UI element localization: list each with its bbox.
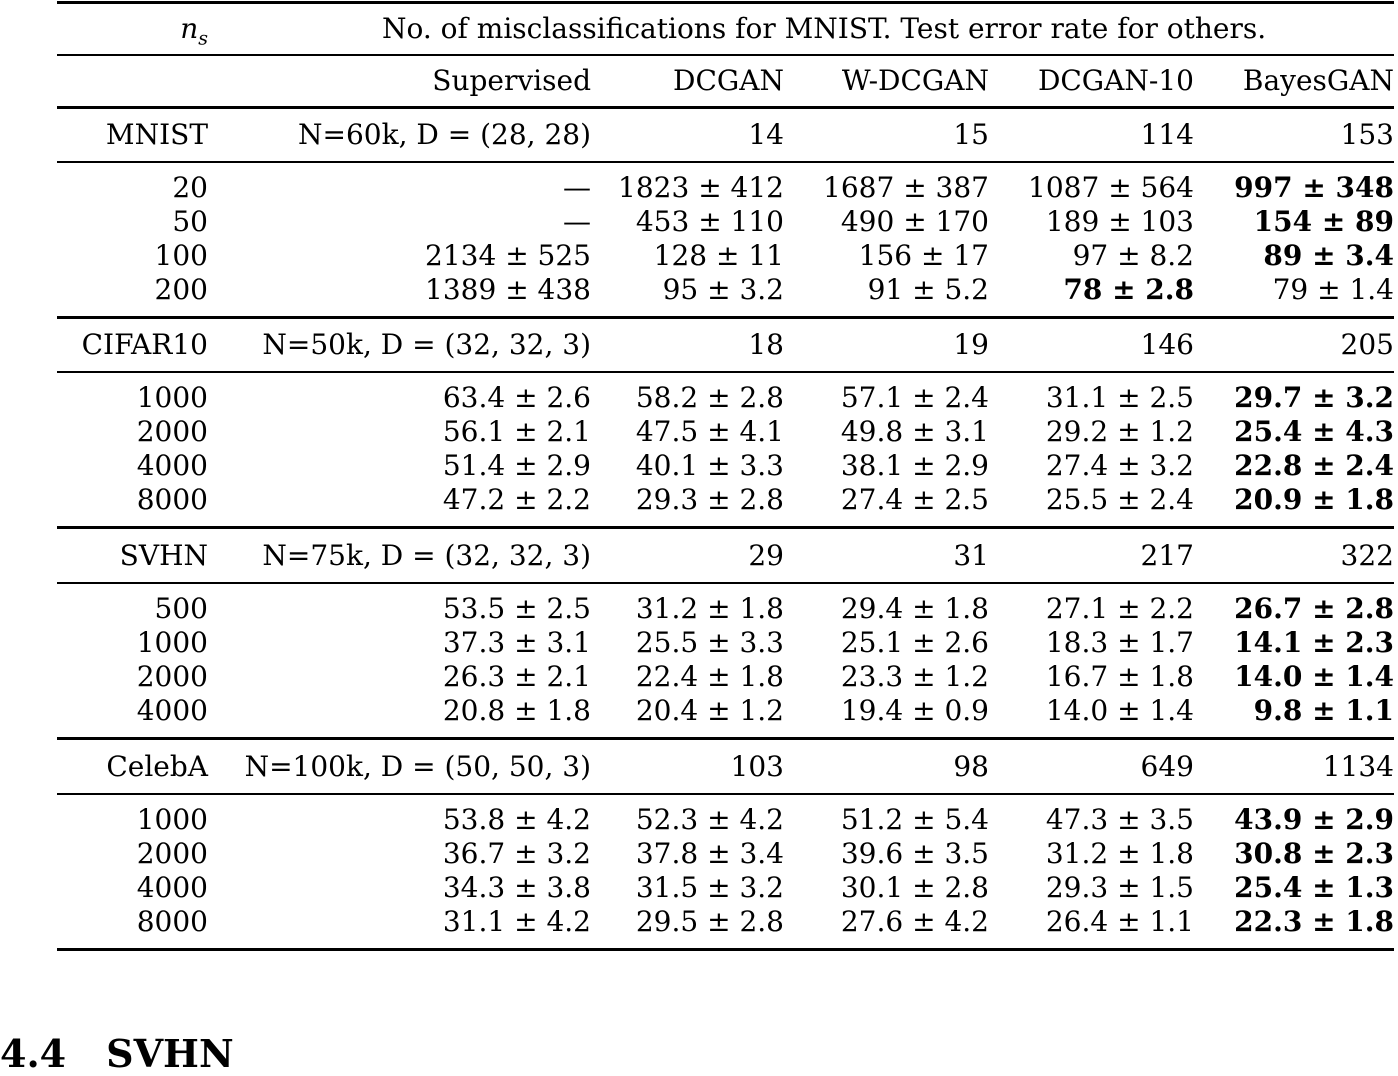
param-count: 103 xyxy=(730,750,784,783)
result-cell: 25.4 ± 1.3 xyxy=(1234,871,1394,904)
param-count: 217 xyxy=(1140,539,1194,572)
ns-value: 1000 xyxy=(136,626,208,659)
result-cell: 490 ± 170 xyxy=(840,205,989,238)
param-count: 114 xyxy=(1140,118,1194,151)
table-rule xyxy=(57,54,1394,56)
result-cell: 1087 ± 564 xyxy=(1028,171,1194,204)
ns-value: 4000 xyxy=(136,871,208,904)
result-cell: 31.1 ± 2.5 xyxy=(1045,381,1194,414)
result-cell: 30.1 ± 2.8 xyxy=(840,871,989,904)
result-cell: 51.4 ± 2.9 xyxy=(442,449,591,482)
result-cell: 23.3 ± 1.2 xyxy=(840,660,989,693)
param-count: 1134 xyxy=(1322,750,1394,783)
result-cell: 1687 ± 387 xyxy=(823,171,989,204)
result-cell: 154 ± 89 xyxy=(1253,205,1394,238)
result-cell: 37.3 ± 3.1 xyxy=(442,626,591,659)
result-cell: 43.9 ± 2.9 xyxy=(1234,803,1394,836)
ns-value: 1000 xyxy=(136,803,208,836)
result-cell: 53.5 ± 2.5 xyxy=(442,592,591,625)
result-cell: — xyxy=(563,171,591,204)
result-cell: 57.1 ± 2.4 xyxy=(840,381,989,414)
ns-value: 4000 xyxy=(136,694,208,727)
table-rule xyxy=(57,371,1394,373)
result-cell: 27.6 ± 4.2 xyxy=(840,905,989,938)
result-cell: 19.4 ± 0.9 xyxy=(840,694,989,727)
result-cell: 29.2 ± 1.2 xyxy=(1045,415,1194,448)
result-cell: 34.3 ± 3.8 xyxy=(442,871,591,904)
param-count: 322 xyxy=(1340,539,1394,572)
table-rule xyxy=(57,737,1394,740)
ns-header: $n_s$ xyxy=(180,12,208,50)
result-cell: 1389 ± 438 xyxy=(425,273,591,306)
table-rule xyxy=(57,582,1394,584)
result-cell: 31.5 ± 3.2 xyxy=(635,871,784,904)
result-cell: 1823 ± 412 xyxy=(618,171,784,204)
param-count: 15 xyxy=(953,118,989,151)
table-caption: No. of misclassifications for MNIST. Test error rate for others. xyxy=(382,12,1267,45)
result-cell: 20.9 ± 1.8 xyxy=(1234,483,1394,516)
result-cell: 63.4 ± 2.6 xyxy=(442,381,591,414)
table-rule xyxy=(57,526,1394,529)
result-cell: 18.3 ± 1.7 xyxy=(1045,626,1194,659)
result-cell: 20.8 ± 1.8 xyxy=(442,694,591,727)
table-rule xyxy=(57,948,1394,951)
result-cell: 25.5 ± 3.3 xyxy=(635,626,784,659)
result-cell: 29.3 ± 2.8 xyxy=(635,483,784,516)
ns-value: 2000 xyxy=(136,660,208,693)
column-header: BayesGAN xyxy=(1242,64,1394,97)
result-cell: 56.1 ± 2.1 xyxy=(442,415,591,448)
param-count: 205 xyxy=(1340,328,1394,361)
result-cell: 27.4 ± 2.5 xyxy=(840,483,989,516)
result-cell: 22.8 ± 2.4 xyxy=(1234,449,1394,482)
result-cell: 78 ± 2.8 xyxy=(1063,273,1194,306)
result-cell: 26.7 ± 2.8 xyxy=(1234,592,1394,625)
param-count: 98 xyxy=(953,750,989,783)
dataset-spec: N=60k, D = (28, 28) xyxy=(298,118,591,151)
param-count: 18 xyxy=(748,328,784,361)
result-cell: 25.4 ± 4.3 xyxy=(1234,415,1394,448)
result-cell: 14.0 ± 1.4 xyxy=(1234,660,1394,693)
result-cell: 40.1 ± 3.3 xyxy=(635,449,784,482)
ns-value: 8000 xyxy=(136,905,208,938)
ns-value: 1000 xyxy=(136,381,208,414)
param-count: 649 xyxy=(1140,750,1194,783)
result-cell: 30.8 ± 2.3 xyxy=(1234,837,1394,870)
result-cell: 26.3 ± 2.1 xyxy=(442,660,591,693)
result-cell: 453 ± 110 xyxy=(635,205,784,238)
column-header: Supervised xyxy=(432,64,591,97)
dataset-name: CIFAR10 xyxy=(81,328,208,361)
result-cell: 128 ± 11 xyxy=(653,239,784,272)
result-cell: 49.8 ± 3.1 xyxy=(840,415,989,448)
table-rule xyxy=(57,1,1394,4)
result-cell: 22.4 ± 1.8 xyxy=(635,660,784,693)
table-rule xyxy=(57,106,1394,109)
result-cell: 91 ± 5.2 xyxy=(867,273,989,306)
result-cell: 9.8 ± 1.1 xyxy=(1253,694,1394,727)
result-cell: 79 ± 1.4 xyxy=(1272,273,1394,306)
ns-value: 20 xyxy=(172,171,208,204)
result-cell: 51.2 ± 5.4 xyxy=(840,803,989,836)
result-cell: 29.7 ± 3.2 xyxy=(1234,381,1394,414)
param-count: 14 xyxy=(748,118,784,151)
result-cell: 20.4 ± 1.2 xyxy=(635,694,784,727)
result-cell: 25.1 ± 2.6 xyxy=(840,626,989,659)
param-count: 146 xyxy=(1140,328,1194,361)
result-cell: 47.2 ± 2.2 xyxy=(442,483,591,516)
result-cell: 31.1 ± 4.2 xyxy=(442,905,591,938)
dataset-spec: N=100k, D = (50, 50, 3) xyxy=(244,750,591,783)
result-cell: 27.4 ± 3.2 xyxy=(1045,449,1194,482)
result-cell: 53.8 ± 4.2 xyxy=(442,803,591,836)
ns-value: 200 xyxy=(154,273,208,306)
result-cell: 89 ± 3.4 xyxy=(1263,239,1394,272)
result-cell: 31.2 ± 1.8 xyxy=(635,592,784,625)
result-cell: 36.7 ± 3.2 xyxy=(442,837,591,870)
dataset-spec: N=75k, D = (32, 32, 3) xyxy=(262,539,591,572)
column-header: DCGAN-10 xyxy=(1037,64,1194,97)
section-title: SVHN xyxy=(106,1031,234,1076)
result-cell: 14.0 ± 1.4 xyxy=(1045,694,1194,727)
ns-value: 8000 xyxy=(136,483,208,516)
result-cell: 47.3 ± 3.5 xyxy=(1045,803,1194,836)
param-count: 31 xyxy=(953,539,989,572)
result-cell: 52.3 ± 4.2 xyxy=(635,803,784,836)
result-cell: 31.2 ± 1.8 xyxy=(1045,837,1194,870)
result-cell: 22.3 ± 1.8 xyxy=(1234,905,1394,938)
param-count: 29 xyxy=(748,539,784,572)
result-cell: 97 ± 8.2 xyxy=(1072,239,1194,272)
result-cell: 29.4 ± 1.8 xyxy=(840,592,989,625)
ns-value: 50 xyxy=(172,205,208,238)
ns-value: 500 xyxy=(154,592,208,625)
dataset-name: SVHN xyxy=(119,539,208,572)
result-cell: 156 ± 17 xyxy=(858,239,989,272)
result-cell: 2134 ± 525 xyxy=(425,239,591,272)
column-header: DCGAN xyxy=(673,64,784,97)
result-cell: 997 ± 348 xyxy=(1234,171,1394,204)
result-cell: 14.1 ± 2.3 xyxy=(1234,626,1394,659)
section-heading xyxy=(0,1031,234,1076)
dataset-name: CelebA xyxy=(106,750,208,783)
result-cell: 26.4 ± 1.1 xyxy=(1045,905,1194,938)
result-cell: 29.3 ± 1.5 xyxy=(1045,871,1194,904)
table-rule xyxy=(57,793,1394,795)
result-cell: 27.1 ± 2.2 xyxy=(1045,592,1194,625)
table-rule xyxy=(57,316,1394,319)
ns-value: 100 xyxy=(154,239,208,272)
result-cell: — xyxy=(563,205,591,238)
result-cell: 95 ± 3.2 xyxy=(662,273,784,306)
ns-value: 2000 xyxy=(136,415,208,448)
param-count: 19 xyxy=(953,328,989,361)
column-header: W-DCGAN xyxy=(841,64,989,97)
result-cell: 189 ± 103 xyxy=(1045,205,1194,238)
dataset-spec: N=50k, D = (32, 32, 3) xyxy=(262,328,591,361)
ns-value: 4000 xyxy=(136,449,208,482)
param-count: 153 xyxy=(1340,118,1394,151)
section-number: 4.4 xyxy=(0,1031,67,1076)
dataset-name: MNIST xyxy=(105,118,208,151)
ns-value: 2000 xyxy=(136,837,208,870)
table-rule xyxy=(57,161,1394,163)
result-cell: 37.8 ± 3.4 xyxy=(635,837,784,870)
result-cell: 47.5 ± 4.1 xyxy=(635,415,784,448)
result-cell: 38.1 ± 2.9 xyxy=(840,449,989,482)
result-cell: 58.2 ± 2.8 xyxy=(635,381,784,414)
result-cell: 25.5 ± 2.4 xyxy=(1045,483,1194,516)
result-cell: 29.5 ± 2.8 xyxy=(635,905,784,938)
result-cell: 39.6 ± 3.5 xyxy=(840,837,989,870)
result-cell: 16.7 ± 1.8 xyxy=(1045,660,1194,693)
